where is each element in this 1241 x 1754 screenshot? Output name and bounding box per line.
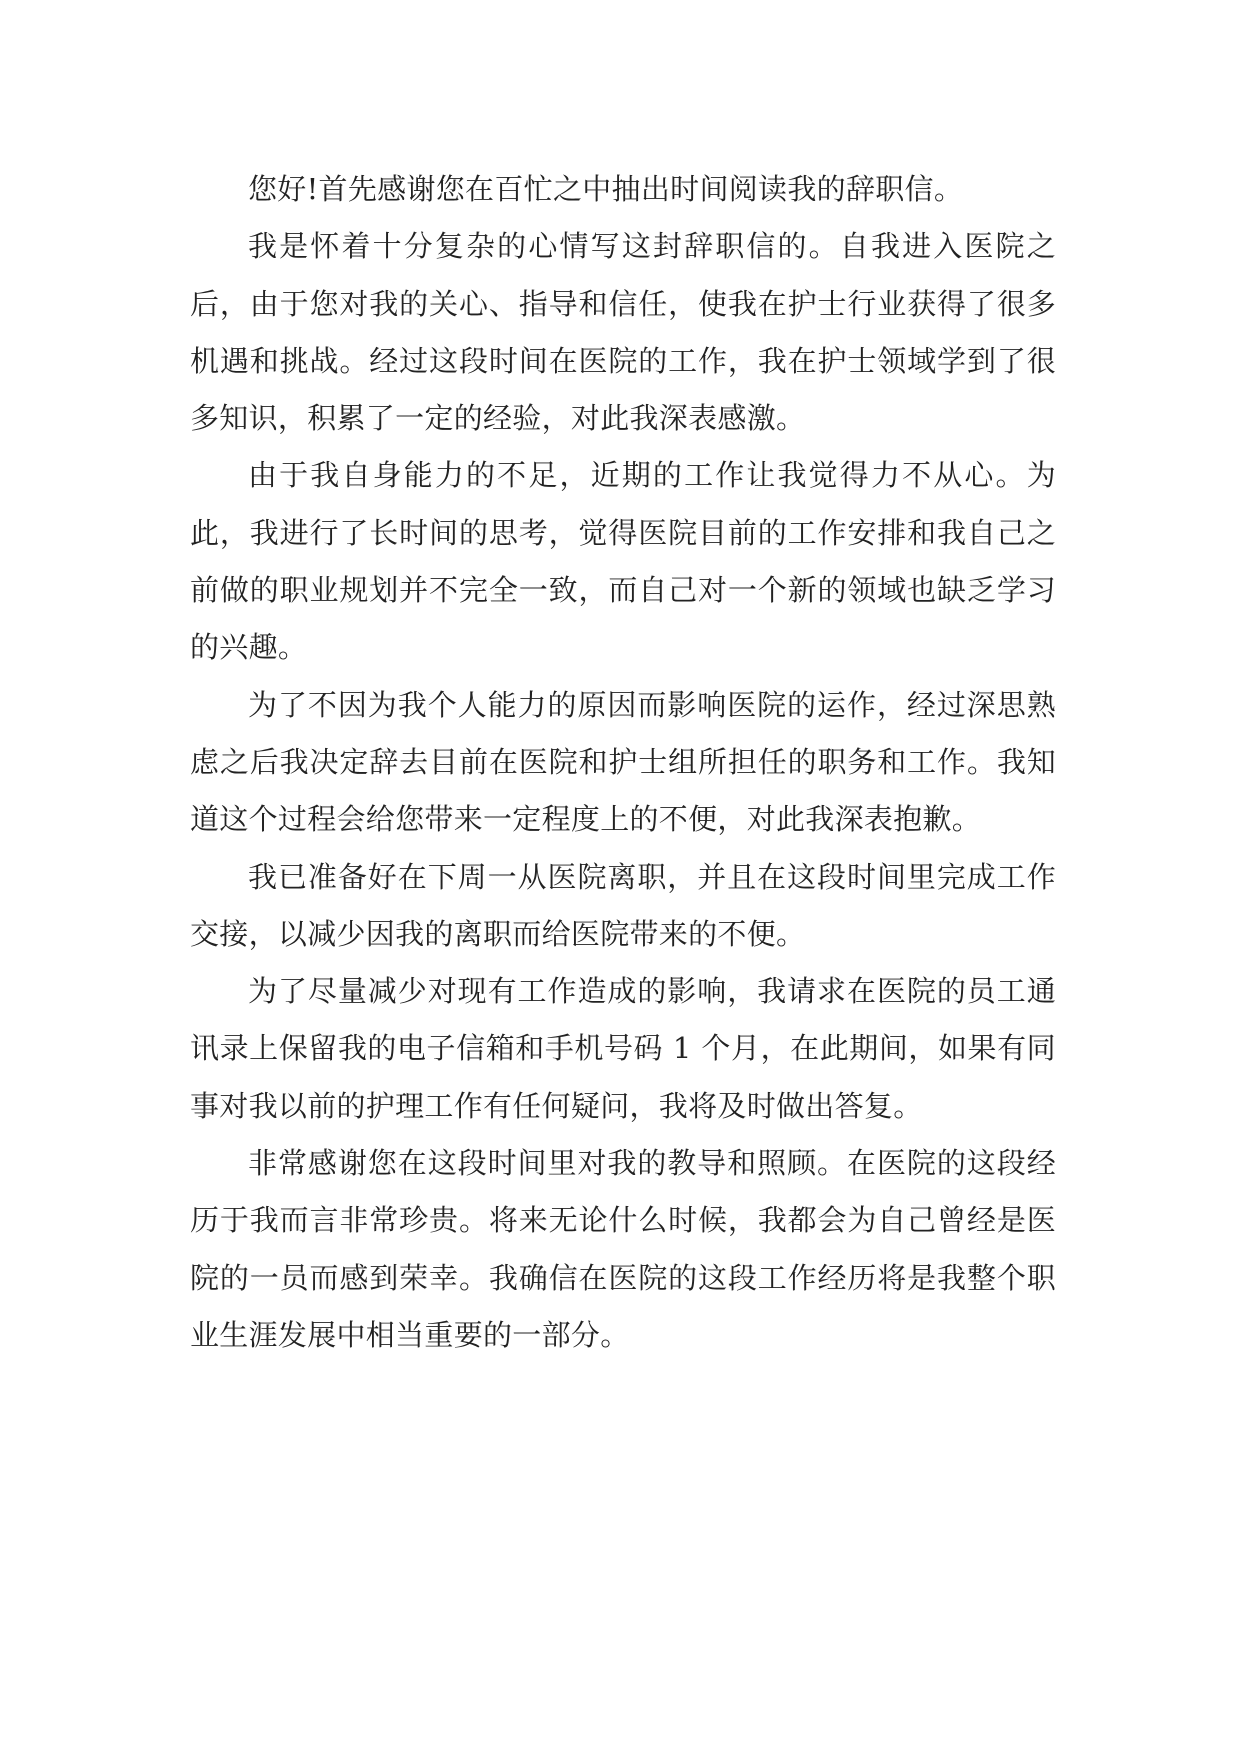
paragraph-handover: 我已准备好在下周一从医院离职，并且在这段时间里完成工作交接，以减少因我的离职而给医院带来的不便。	[190, 859, 1056, 951]
paragraph-thanks: 非常感谢您在这段时间里对我的教导和照顾。在医院的这段经历于我而言非常珍贵。将来无论什么时候，我都会为自己曾经是医院的一员而感到荣幸。我确信在医院的这段工作经历将是我整个职业生涯发展中相当重要的一部分。	[190, 1146, 1056, 1352]
paragraph-reason: 由于我自身能力的不足，近期的工作让我觉得力不从心。为此，我进行了长时间的思考，觉得医院目前的工作安排和我自己之前做的职业规划并不完全一致，而自己对一个新的领域也缺乏学习的兴趣。	[190, 458, 1056, 665]
paragraph-contact: 为了尽量减少对现有工作造成的影响，我请求在医院的员工通讯录上保留我的电子信箱和手机号码 1 个月，在此期间，如果有同事对我以前的护理工作有任何疑问，我将及时做出答复。	[190, 974, 1056, 1123]
letter-body	[190, 161, 1056, 1364]
paragraph-gratitude: 我是怀着十分复杂的心情写这封辞职信的。自我进入医院之后，由于您对我的关心、指导和信任，使我在护士行业获得了很多机遇和挑战。经过这段时间在医院的工作，我在护士领域学到了很多知识，积累了一定的经验，对此我深表感激。	[190, 229, 1056, 436]
greeting-paragraph: 您好!首先感谢您在百忙之中抽出时间阅读我的辞职信。	[248, 172, 964, 206]
paragraph-decision: 为了不因为我个人能力的原因而影响医院的运作，经过深思熟虑之后我决定辞去目前在医院和护士组所担任的职务和工作。我知道这个过程会给您带来一定程度上的不便，对此我深表抱歉。	[190, 687, 1056, 837]
